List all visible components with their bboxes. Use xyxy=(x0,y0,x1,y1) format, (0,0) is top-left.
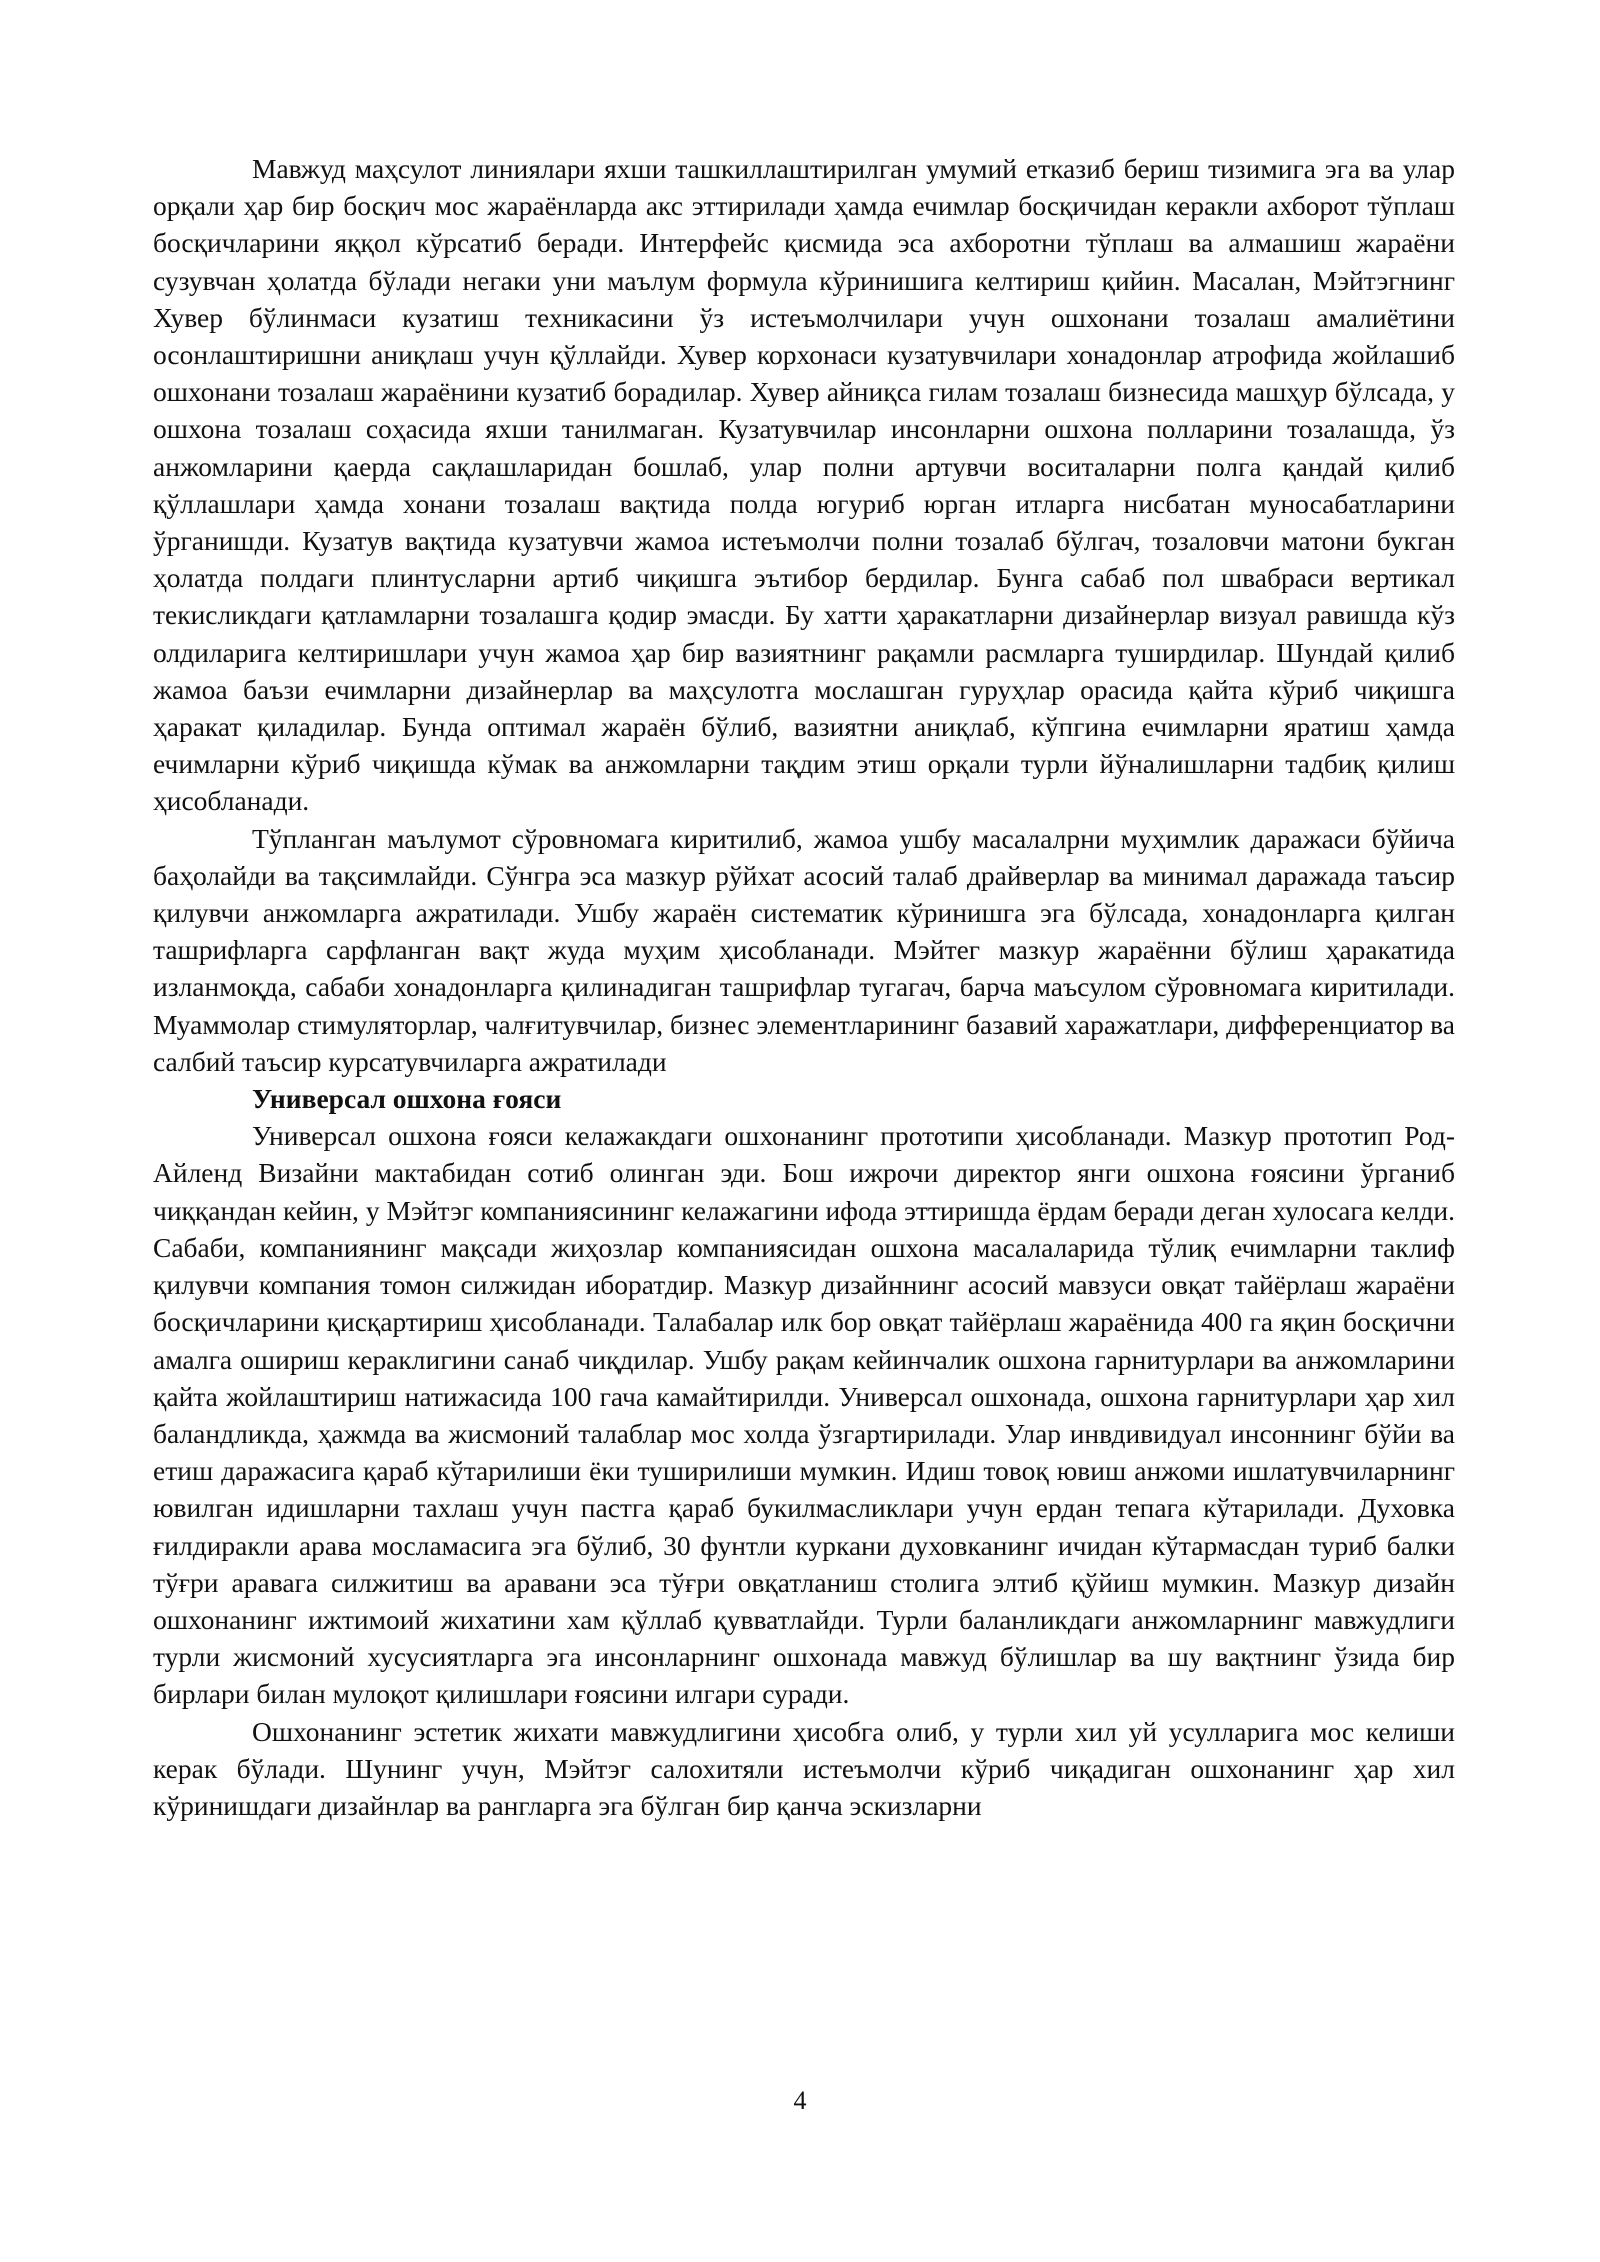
document-page xyxy=(153,150,1455,1824)
paragraph-survey: Тўпланган маълумот сўровномага киритилиб, жамоа ушбу масалалрни муҳимлик даражаси бўйича баҳолайди ва тақсимлайди. Сўнгра эса мазкур рўйхат асосий талаб драйверлар ва минимал даражада таъсир қилувчи анжомларга ажратилади. Ушбу жараён систематик кўринишга эга бўлсада, хонадонларга қилган ташрифларга сарфланган вақт жуда муҳим ҳисобланади. Мэйтег мазкур жараённи бўлиш ҳаракатида изланмоқда, сабаби хонадонларга қилинадиган ташрифлар тугагач, барча маъсулом сўровномага киритилади. Муаммолар стимуляторлар, чалғитувчилар, бизнес элементларининг базавий харажатлари, дифференциатор ва салбий таъсир курсатувчиларга ажратилади xyxy=(153,822,1455,1077)
paragraph-product-lines: Мавжуд маҳсулот линиялари яхши ташкиллаштирилган умумий етказиб бериш тизимига эга ва улар орқали ҳар бир босқич мос жараёнларда акс эттирилади ҳамда ечимлар босқичидан керакли ахборот тўплаш босқичларини яққол кўрсатиб беради. Интерфейс қисмида эса ахборотни тўплаш ва алмашиш жараёни сузувчан ҳолатда бўлади негаки уни маълум формула кўринишига келтириш қийин. Масалан, Мэйтэгнинг Хувер бўлинмаси кузатиш техникасини ўз истеъмолчилари учун ошхонани тозалаш амалиётини осонлаштиришни аниқлаш учун қўллайди. Хувер корхонаси кузатувчилари хонадонлар атрофида жойлашиб ошхонани тозалаш жараёнини кузатиб борадилар. Хувер айниқса гилам тозалаш бизнесида машҳур бўлсада, у ошхона тозалаш соҳасида яхши танилмаган. Кузатувчилар инсонларни ошхона полларини тозалашда, ўз анжомларини қаерда сақлашларидан бошлаб, улар полни артувчи воситаларни полга қандай қилиб қўллашлари ҳамда хонани тозалаш вақтида полда югуриб юрган итларга нисбатан муносабатларини ўрганишди. Кузатув вақтида кузатувчи жамоа истеъмолчи полни тозалаб бўлгач, тозаловчи матони букган ҳолатда полдаги плинтусларни артиб чиқишга эътибор бердилар. Бунга сабаб пол швабраси вертикал текисликдаги қатламларни тозалашга қодир эмасди. Бу хатти ҳаракатларни дизайнерлар визуал равишда кўз олдиларига келтиришлари учун жамоа ҳар бир вазиятнинг рақамли расмларга туширдилар. Шундай қилиб жамоа баъзи ечимларни дизайнерлар ва маҳсулотга мослашган гуруҳлар орасида қайта кўриб чиқишга ҳаракат қиладилар. Бунда оптимал жараён бўлиб, вазиятни аниқлаб, кўпгина ечимларни яратиш ҳамда ечимларни кўриб чиқишда кўмак ва анжомларни тақдим этиш орқали турли йўналишларни тадбиқ қилиш ҳисобланади. xyxy=(153,153,1455,817)
paragraph-universal-kitchen: Универсал ошхона ғояси келажакдаги ошхонанинг прототипи ҳисобланади. Мазкур прототип Род-Айленд Визайни мактабидан сотиб олинган эди. Бош ижрочи директор янги ошхона ғоясини ўрганиб чиққандан кейин, у Мэйтэг компаниясининг келажагини ифода эттиришда ёрдам беради деган хулосага келди. Сабаби, компаниянинг мақсади жиҳозлар компаниясидан ошхона масалаларида тўлиқ ечимларни таклиф қилувчи компания томон силжидан иборатдир. Мазкур дизайннинг асосий мавзуси овқат тайёрлаш жараёни босқичларини қисқартириш ҳисобланади. Талабалар илк бор овқат тайёрлаш жараёнида 400 га яқин босқични амалга ошириш кераклигини санаб чиқдилар. Ушбу рақам кейинчалик ошхона гарнитурлари ва анжомларини қайта жойлаштириш натижасида 100 гача камайтирилди. Универсал ошхонада, ошхона гарнитурлари ҳар хил баландликда, ҳажмда ва жисмоний талаблар мос холда ўзгартирилади. Улар инвдивидуал инсоннинг бўйи ва етиш даражасига қараб кўтарилиши ёки туширилиши мумкин. Идиш товоқ ювиш анжоми ишлатувчиларнинг ювилган идишларни тахлаш учун пастга қараб букилмасликлари учун ердан тепага кўтарилади. Духовка ғилдиракли арава мосламасига эга бўлиб, 30 фунтли куркани духовканинг ичидан кўтармасдан туриб балки тўғри аравага силжитиш ва аравани эса тўғри овқатланиш столига элтиб қўйиш мумкин. Мазкур дизайн ошхонанинг ижтимоий жихатини хам қўллаб қувватлайди. Турли баланликдаги анжомларнинг мавжудлиги турли жисмоний хусусиятларга эга инсонларнинг ошхонада мавжуд бўлишлар ва шу вақтнинг ўзида бир бирлари билан мулоқот қилишлари ғоясини илгари суради. xyxy=(153,1120,1455,1710)
page-number: 4 xyxy=(793,2086,807,2115)
section-heading: Универсал ошхона ғояси xyxy=(252,1083,562,1115)
paragraph-aesthetics: Ошхонанинг эстетик жихати мавжудлигини ҳисобга олиб, у турли хил уй усулларига мос келиши керак бўлади. Шунинг учун, Мэйтэг салохитяли истеъмолчи кўриб чиқадиган ошхонанинг ҳар хил кўринишдаги дизайнлар ва рангларга эга бўлган бир қанча эскизларни xyxy=(153,1715,1455,1821)
